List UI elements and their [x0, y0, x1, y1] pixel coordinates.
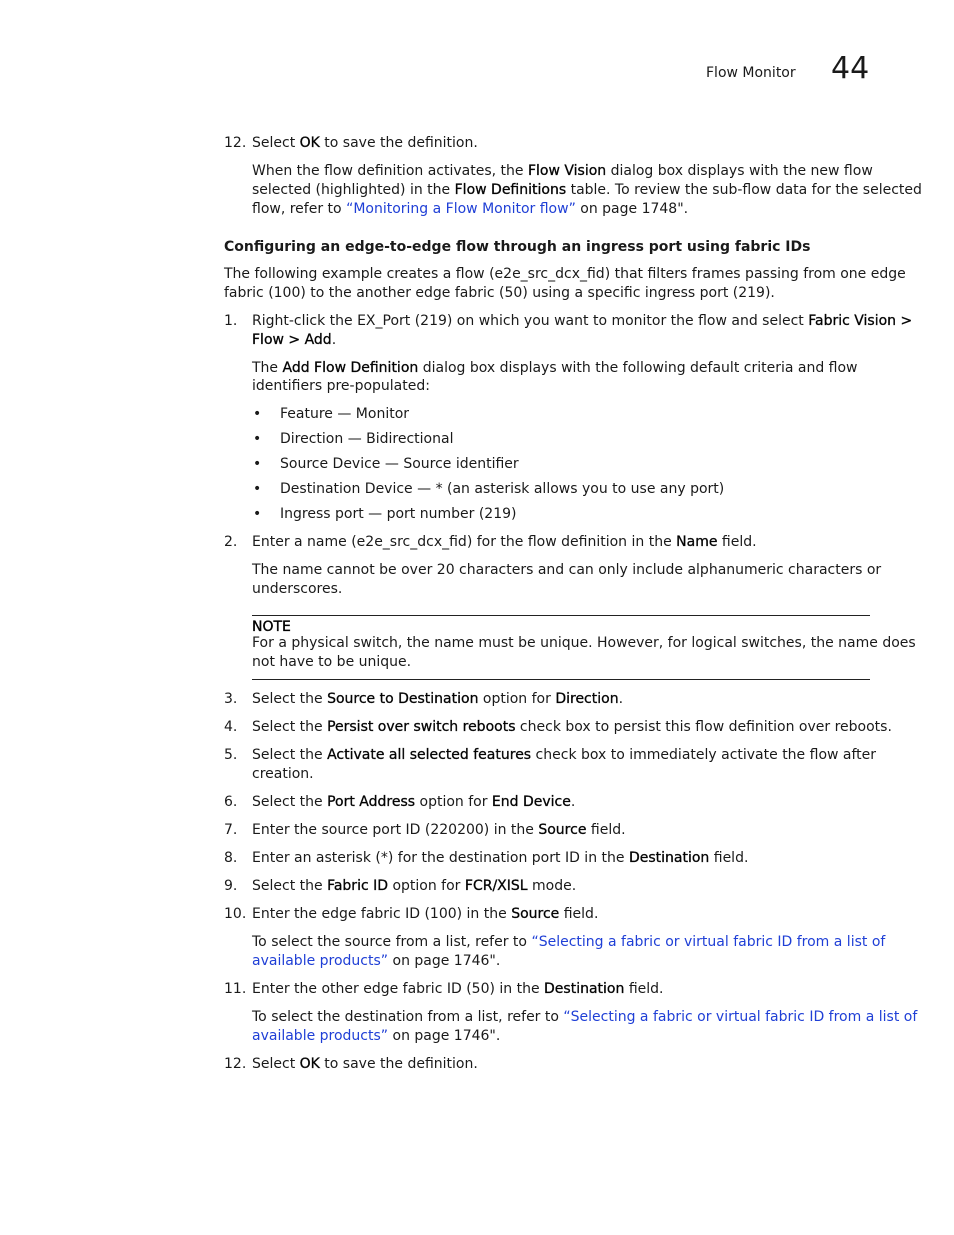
paragraph: selected (highlighted) in the Flow Definitions table. To review the sub-flow data for the selected	[252, 182, 922, 198]
step-text: Select the Port Address option for End Device.	[252, 794, 576, 810]
paragraph: fabric (100) to the another edge fabric (50) using a specific ingress port (219).	[224, 285, 775, 301]
paragraph: available products” on page 1746".	[252, 1028, 501, 1044]
step-number: 11.	[224, 981, 247, 997]
cross-reference-link[interactable]: “Monitoring a Flow Monitor flow”	[346, 201, 576, 217]
step-text: Select the Source to Destination option for Direction.	[252, 691, 624, 707]
chapter-title: Flow Monitor	[706, 65, 796, 81]
paragraph: To select the source from a list, refer to “Selecting a fabric or virtual fabric ID from a list of	[252, 934, 886, 950]
bullet-icon: •	[253, 406, 262, 422]
step-number: 5.	[224, 747, 238, 763]
note-bottom-rule	[252, 679, 870, 680]
paragraph: identifiers pre-populated:	[252, 378, 430, 394]
bullet-icon: •	[253, 481, 262, 497]
step-number: 8.	[224, 850, 238, 866]
step-text: Select OK to save the definition.	[252, 135, 478, 151]
step-text: Enter an asterisk (*) for the destination port ID in the Destination field.	[252, 850, 749, 866]
step-number: 3.	[224, 691, 238, 707]
step-number: 1.	[224, 313, 238, 329]
list-item: Ingress port — port number (219)	[280, 506, 517, 522]
step-number: 10.	[224, 906, 247, 922]
step-text: Flow > Add.	[252, 332, 337, 348]
step-number: 4.	[224, 719, 238, 735]
cross-reference-link[interactable]: “Selecting a fabric or virtual fabric ID from a list of	[563, 1009, 918, 1025]
cross-reference-link[interactable]: available products”	[252, 953, 389, 969]
note-label: NOTE	[252, 619, 291, 635]
step-number: 12.	[224, 135, 247, 151]
step-text: Enter the other edge fabric ID (50) in the Destination field.	[252, 981, 664, 997]
list-item: Feature — Monitor	[280, 406, 410, 422]
step-text: Enter the source port ID (220200) in the Source field.	[252, 822, 626, 838]
paragraph: underscores.	[252, 581, 343, 597]
bullet-icon: •	[253, 456, 262, 472]
step-text: Right-click the EX_Port (219) on which you want to monitor the flow and select Fabric Vision >	[252, 313, 913, 329]
step-number: 6.	[224, 794, 238, 810]
step-text: Select OK to save the definition.	[252, 1056, 478, 1072]
cross-reference-link[interactable]: “Selecting a fabric or virtual fabric ID from a list of	[531, 934, 886, 950]
cross-reference-link[interactable]: available products”	[252, 1028, 389, 1044]
step-text: Select the Persist over switch reboots check box to persist this flow definition over reboots.	[252, 719, 892, 735]
paragraph: To select the destination from a list, refer to “Selecting a fabric or virtual fabric ID from a list of	[252, 1009, 918, 1025]
list-item: Destination Device — * (an asterisk allows you to use any port)	[280, 481, 725, 497]
note-top-rule	[252, 615, 870, 616]
section-heading: Configuring an edge-to-edge flow through an ingress port using fabric IDs	[224, 239, 811, 255]
step-text: Select the Fabric ID option for FCR/XISL mode.	[252, 878, 577, 894]
paragraph: When the flow definition activates, the Flow Vision dialog box displays with the new flow	[252, 163, 873, 179]
step-text: Select the Activate all selected features check box to immediately activate the flow after	[252, 747, 877, 763]
note-text: For a physical switch, the name must be unique. However, for logical switches, the name does	[252, 635, 916, 651]
step-text: Enter the edge fabric ID (100) in the Source field.	[252, 906, 599, 922]
step-text: creation.	[252, 766, 314, 782]
paragraph: The name cannot be over 20 characters and can only include alphanumeric characters or	[252, 562, 882, 578]
bullet-icon: •	[253, 431, 262, 447]
paragraph: The Add Flow Definition dialog box displays with the following default criteria and flow	[252, 360, 858, 376]
list-item: Source Device — Source identifier	[280, 456, 519, 472]
step-text: Enter a name (e2e_src_dcx_fid) for the flow definition in the Name field.	[252, 534, 757, 550]
paragraph: available products” on page 1746".	[252, 953, 501, 969]
step-number: 9.	[224, 878, 238, 894]
step-number: 7.	[224, 822, 238, 838]
step-number: 12.	[224, 1056, 247, 1072]
paragraph: The following example creates a flow (e2e_src_dcx_fid) that filters frames passing from one edge	[224, 266, 906, 282]
list-item: Direction — Bidirectional	[280, 431, 454, 447]
step-number: 2.	[224, 534, 238, 550]
chapter-number: 44	[831, 51, 870, 86]
paragraph: flow, refer to “Monitoring a Flow Monitor flow” on page 1748".	[252, 201, 689, 217]
bullet-icon: •	[253, 506, 262, 522]
note-text: not have to be unique.	[252, 654, 412, 670]
